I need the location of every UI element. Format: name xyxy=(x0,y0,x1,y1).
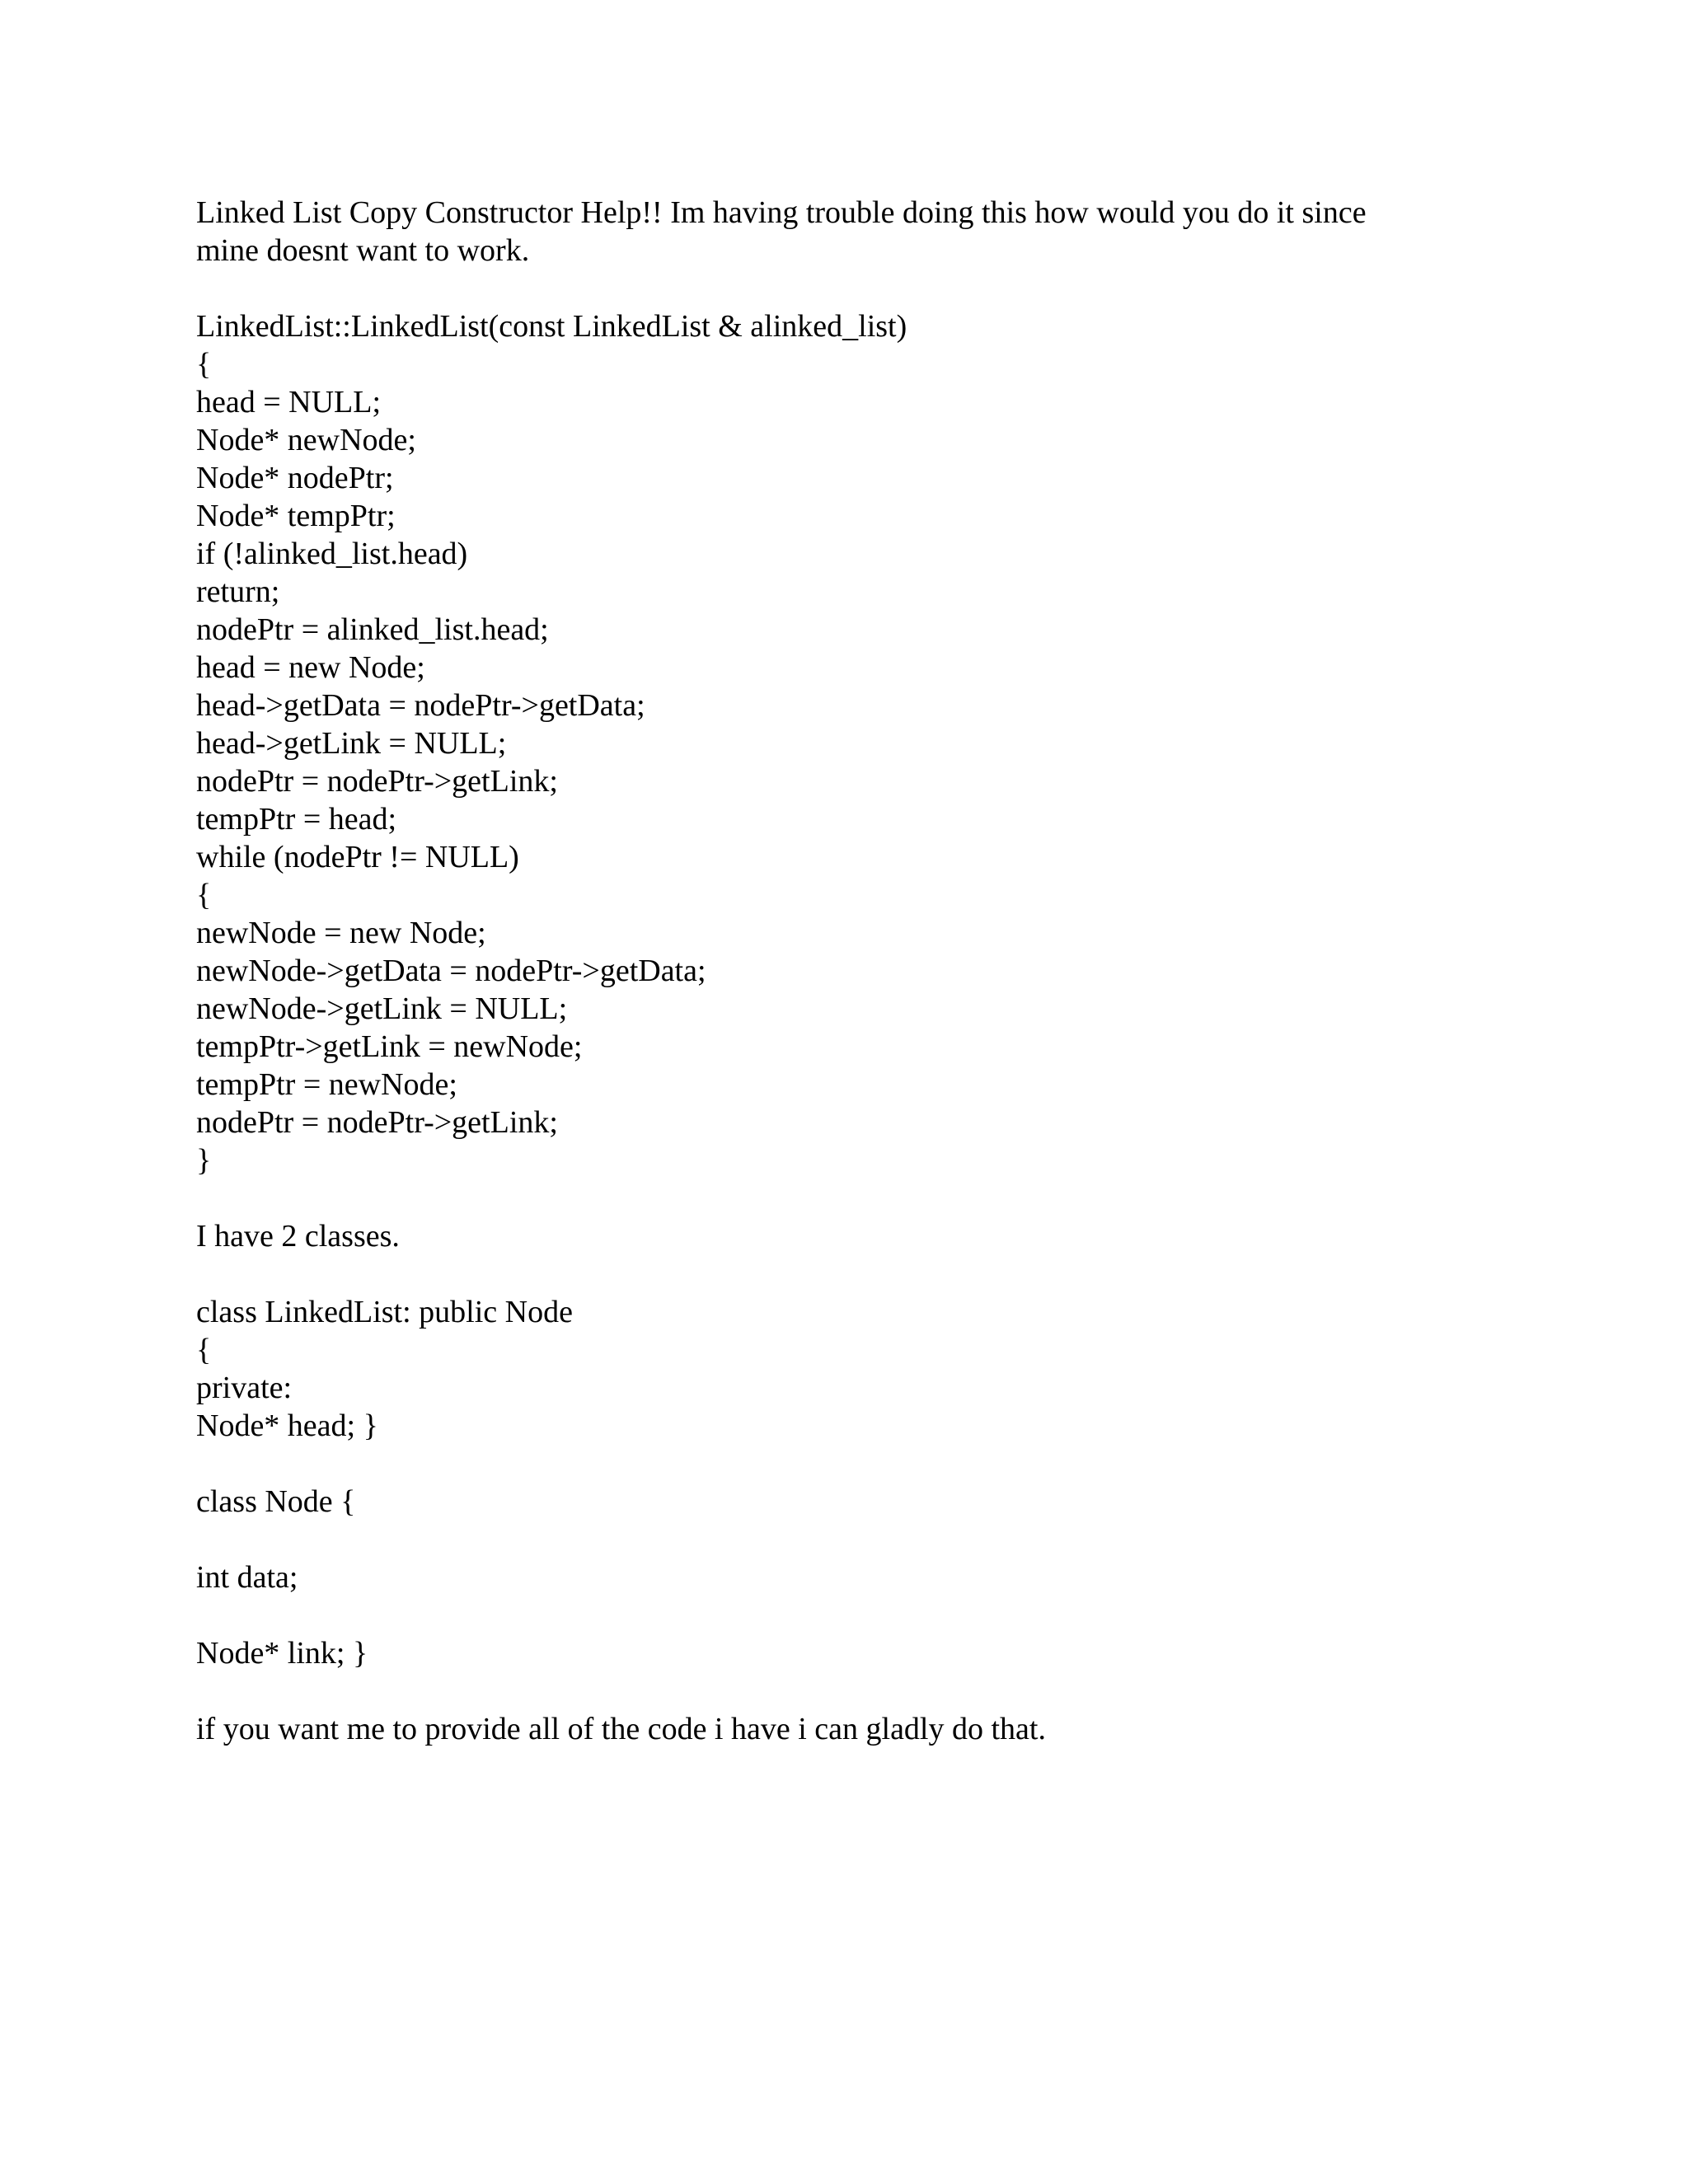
code-line: { xyxy=(196,347,212,382)
code-line: nodePtr = nodePtr->getLink; xyxy=(196,1105,558,1140)
code-line: { xyxy=(196,1333,212,1367)
node-class-open: class Node { xyxy=(196,1484,356,1519)
code-line: Node* tempPtr; xyxy=(196,499,396,533)
code-line: class LinkedList: public Node xyxy=(196,1295,573,1329)
document-page xyxy=(196,194,1515,1748)
code-line: LinkedList::LinkedList(const LinkedList & alinked_list) xyxy=(196,309,907,344)
code-line: nodePtr = alinked_list.head; xyxy=(196,612,549,647)
code-line: private: xyxy=(196,1371,293,1405)
code-line: if (!alinked_list.head) xyxy=(196,537,468,571)
code-line: Node* nodePtr; xyxy=(196,461,394,495)
code-line: newNode = new Node; xyxy=(196,916,486,950)
code-line: head = NULL; xyxy=(196,385,382,419)
code-line: head->getData = nodePtr->getData; xyxy=(196,688,645,723)
code-line: tempPtr = newNode; xyxy=(196,1067,457,1102)
node-class-link: Node* link; } xyxy=(196,1636,368,1671)
code-line: head->getLink = NULL; xyxy=(196,726,507,761)
code-line: newNode->getLink = NULL; xyxy=(196,991,568,1026)
intro-text: Linked List Copy Constructor Help!! Im having trouble doing this how would you do it since mine doesnt want to work. xyxy=(196,195,1367,268)
code-line: tempPtr->getLink = newNode; xyxy=(196,1029,583,1064)
code-line: head = new Node; xyxy=(196,650,425,685)
code-line: { xyxy=(196,878,212,912)
code-line: } xyxy=(196,1143,212,1178)
closing-text: if you want me to provide all of the code i have i can gladly do that. xyxy=(196,1712,1046,1746)
code-line: newNode->getData = nodePtr->getData; xyxy=(196,954,706,988)
code-line: while (nodePtr != NULL) xyxy=(196,840,519,874)
code-line: return; xyxy=(196,574,280,609)
code-line: Node* newNode; xyxy=(196,423,416,457)
node-class-data: int data; xyxy=(196,1560,298,1595)
code-line: Node* head; } xyxy=(196,1408,378,1443)
constructor-code-block xyxy=(196,307,1515,1179)
code-line: nodePtr = nodePtr->getLink; xyxy=(196,764,558,799)
classes-note: I have 2 classes. xyxy=(196,1219,400,1254)
linkedlist-class-block xyxy=(196,1293,1515,1445)
code-line: tempPtr = head; xyxy=(196,802,397,837)
